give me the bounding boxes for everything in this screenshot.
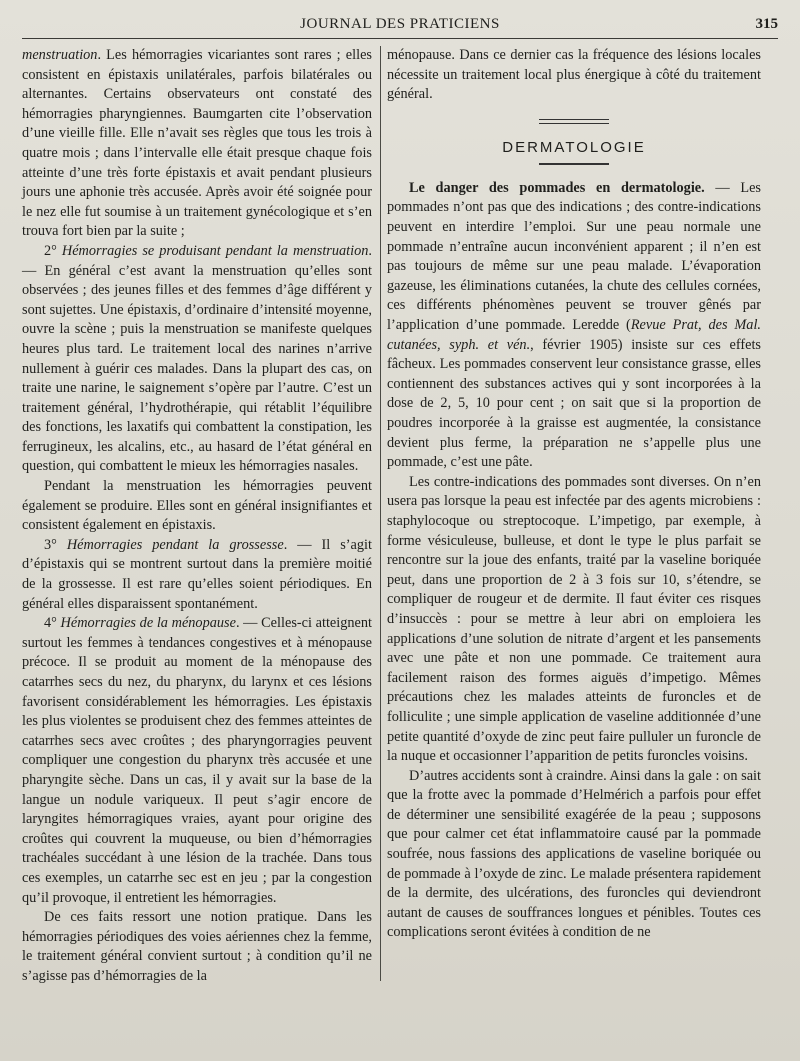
- text-run: . — En général c’est avant la menstruation qu’elles sont observées ; des jeunes filles et des femmes d’âge différent y sont sujettes. Une épistaxis, d’ordinaire d’intensité moyenne, ouvre la scène ; puis la menstruation se manifeste quelques heures plus tard. Le traitement local des narines n’arrive nullement à guérir ces malades. Dans la plupart des cas, on traite une narine, le saignement s’opère par l’autre. C’est un traitement général, l’hydrothérapie, qui rétablit l’équilibre des fonctions, les laxatifs qui combattent la constipation, les ferrugineux, les alcalins, etc., au hasard de l’état général en question, qui combattent le mieux les hémorragies nasales.: [22, 242, 372, 475]
- paragraph: [22, 242, 372, 477]
- paragraph: [22, 46, 372, 242]
- italic-text: menstruation: [22, 47, 98, 63]
- italic-text: Hémorragies pendant la grossesse: [66, 536, 284, 553]
- journal-title: JOURNAL DES PRATICIENS: [300, 16, 500, 32]
- article-title: Le danger des pommades en dermatologie.: [409, 179, 705, 196]
- paragraph: [387, 767, 761, 943]
- text-run: — Les pommades n’ont pas que des indications ; des contre-indications peuvent en interdire l’emploi. Sur une peau normale une pommade n’entraîne aucun inconvénient apparent ; il n’en est pas toujours de même sur une peau malade. L’évaporation gazeuse, les éliminations cutanées, la chute des cellules cornées, ces différents phénomènes peuvent se trouver gênés par l’application d’une pommade. Leredde (: [387, 179, 761, 334]
- text-run: , février 1905) insiste sur ces effets fâcheux. Les pommades conservent leur consistance grasse, elles contiennent des substances actives qui y sont incorporées à la dose de 2, 5, 10 pour cent ; on sait que si la proportion de poudres incorporée à la graisse est augmentée, la consistance devient plus ferme, la préparation ne s’appelle plus une pommade, c’est une pâte.: [387, 336, 761, 471]
- text-run: . Les hémorragies vicariantes sont rares ; elles consistent en épistaxis unilatérales, parfois bilatérales ou alternantes. Certains observateurs ont constaté des hémorragies pharyngiennes. Baumgarten cite l’observation d’une vieille fille. Elle n’avait ses règles que tous les trois à quatre mois ; dans l’intervalle elle était presque chaque fois atteinte d’une très forte épistaxis et avait pendant plusieurs jours une aphonie très accusée. Après avoir été soignée pour le nez elle fut soumise à un traitement gynécologique et s’en trouva fort bien par la suite ;: [22, 47, 372, 240]
- text-run: . — Il s’agit d’épistaxis qui se montrent surtout dans la première moitié de la grossesse. Il est rare qu’elles soient périodiques. En général elles disparaissent spontanément.: [22, 536, 372, 612]
- text-run: D’autres accidents sont à craindre. Ainsi dans la gale : on sait que la frotte avec la pommade d’Helmérich a parfois pour effet de déterminer une sensibilité exagérée de la peau ; supposons que pour calmer cet état inflammatoire causé par la pommade soufrée, nous fassions des applications de vaseline boriquée ou de pommade à l’oxyde de zinc. Le malade présentera rapidement de la dermite, des ulcérations, des furoncles qui deviendront autant de causes de souffrances longues et pénibles. Toutes ces complications seront évitées à condition de ne: [387, 767, 761, 941]
- section-rule: [539, 119, 609, 124]
- text-run: . — Celles-ci atteignent surtout les femmes à tendances congestives et à ménopause précoce. Il se produit au moment de la ménopause des catarrhes secs du nez, du pharynx, du larynx et ces lésions favorisent considérablement les hémorragies. Les épistaxis les plus violentes se produisent chez des femmes atteintes de catarrhes secs avec croûtes ; des pharyngorragies peuvent compliquer une congestion du pharynx très accusée et une pharyngite sèche. Dans un cas, il y avait sur la base de la langue un nodule variqueux. Il peut s’agir encore de laryngites hémorragiques vraies, ayant pour origine des croûtes qui couvrent la muqueuse, ou bien d’hémorragies trachéales succédant à une lésion de la trachée. Dans tous ces exemples, un catarrhe sec est en jeu ; par la congestion qu’il provoque, il entretient les hémorragies.: [22, 615, 372, 906]
- section-heading: DERMATOLOGIE: [502, 138, 646, 156]
- page-number: 315: [755, 16, 778, 32]
- right-column: [387, 46, 761, 943]
- text-run: 2°: [44, 242, 62, 259]
- left-column: [22, 46, 372, 987]
- text-run: Les contre-indications des pommades sont diverses. On n’en usera pas lorsque la peau est infectée par des agents microbiens : staphylocoque ou streptocoque. L’impetigo, par exemple, à forme vésiculeuse, bulleuse, et dont le type le plus parfait se rencontre sur la joue des enfants, traité par la vaseline boriquée peut, dans une proportion de 2 à 3 fois sur 10, s’étendre, se compliquer de rougeur et de dermite. Il faut éviter ces risques d’insuccès : pour se mettre à leur abri on emploiera les applications d’une solution de nitrate d’argent et les pansements avec une pâte et non une pommade. Ce traitement aura facilement raison des formes aiguës d’impetigo. Mêmes précautions chez les malades atteints de furoncles et de folliculite ; une simple application de vaseline additionnée d’une petite quantité d’oxyde de zinc peut faire pulluler un furoncle de la nuque et occasionner l’apparition de petits furoncles voisins.: [387, 473, 761, 765]
- italic-text: Revue Prat, des Mal. cutanées, syph. et vén.: [387, 317, 761, 353]
- paragraph: [22, 908, 372, 986]
- italic-text: Hémorragies de la ménopause: [60, 615, 236, 632]
- paragraph: [22, 477, 372, 536]
- paragraph: [22, 536, 372, 614]
- text-run: 4°: [44, 615, 61, 632]
- paragraph: [387, 179, 761, 473]
- article-body: [387, 179, 761, 943]
- paragraph: [387, 473, 761, 767]
- continued-paragraph: ménopause. Dans ce dernier cas la fréquence des lésions locales nécessite un traitement local plus énergique à côté du traitement général.: [387, 47, 761, 103]
- text-run: 3°: [44, 536, 67, 553]
- text-run: Pendant la menstruation les hémorragies peuvent également se produire. Elles sont en général insignifiantes et consistent également en épistaxis.: [22, 478, 372, 534]
- section-underline: [539, 163, 609, 165]
- running-header: [22, 14, 778, 39]
- paragraph: [22, 614, 372, 908]
- column-divider: [380, 46, 381, 981]
- italic-text: Hémorragies se produisant pendant la menstruation: [61, 242, 369, 259]
- text-run: De ces faits ressort une notion pratique. Dans les hémorragies périodiques des voies aériennes chez la femme, le traitement général convient surtout ; à condition qu’il ne s’agisse pas d’hémorragies de la: [22, 909, 372, 984]
